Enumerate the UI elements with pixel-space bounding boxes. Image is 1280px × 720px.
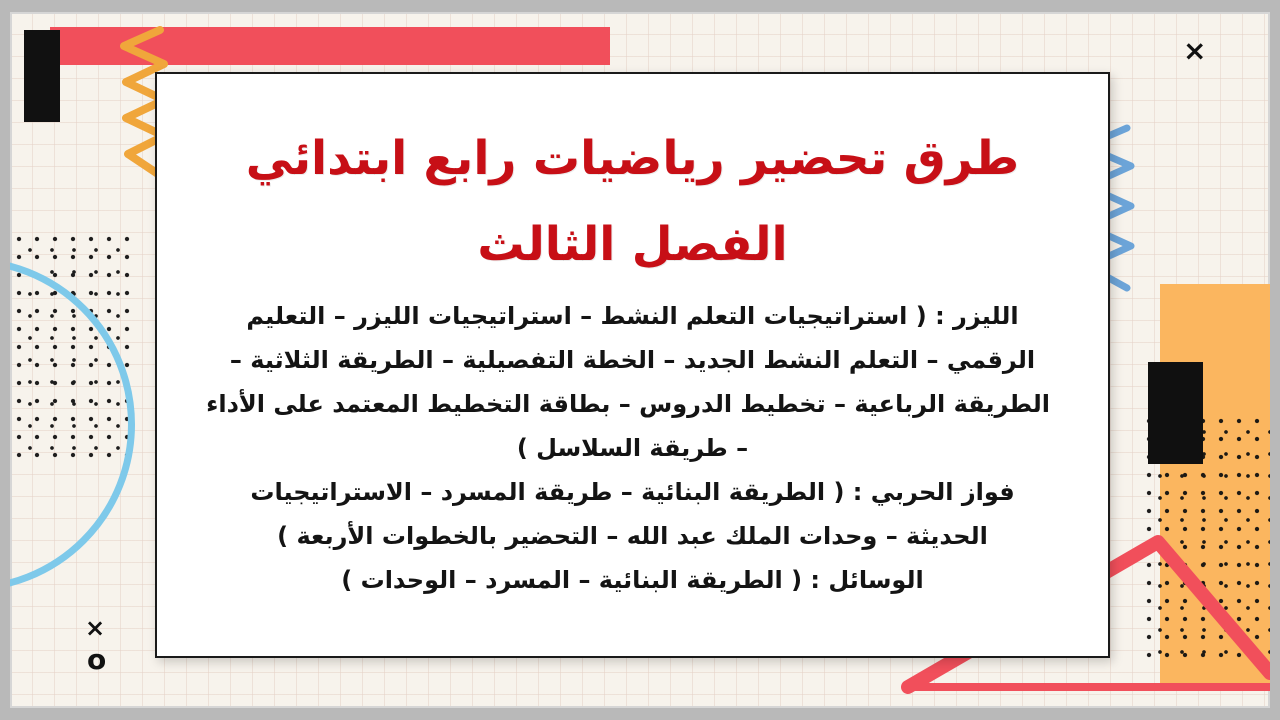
document-body bbox=[206, 294, 1050, 602]
decorative-x-bottom-left: × bbox=[85, 614, 106, 642]
document-body-line: الطريقة الرباعية – تخطيط الدروس – بطاقة التخطيط المعتمد على الأداء bbox=[206, 390, 1050, 418]
document-title-line: الفصل الثالث bbox=[477, 217, 788, 272]
document-body-line: فواز الحربي : ( الطريقة البنائية – طريقة المسرد – الاستراتيجيات bbox=[250, 478, 1015, 506]
decorative-o-bottom-left: o bbox=[87, 643, 107, 676]
document-body-line: الوسائل : ( الطريقة البنائية – المسرد – الوحدات ) bbox=[341, 566, 924, 594]
content-card bbox=[155, 72, 1110, 658]
document-body-line: الليزر : ( استراتيجيات التعلم النشط – استراتيجيات الليزر – التعليم bbox=[246, 302, 1019, 330]
document-title-line: طرق تحضير رياضيات رابع ابتدائي bbox=[245, 131, 1020, 186]
document-body-line: الحديثة – وحدات الملك عبد الله – التحضير بالخطوات الأربعة ) bbox=[277, 522, 988, 550]
decorative-black-bar-left bbox=[24, 30, 60, 122]
slide-frame bbox=[10, 12, 1270, 708]
decorative-x-top-right: × bbox=[1183, 34, 1207, 67]
document-body-line: – طريقة السلاسل ) bbox=[516, 434, 749, 462]
document-title bbox=[157, 116, 1108, 288]
document-body-line: الرقمي – التعلم النشط الجديد – الخطة التفصيلية – الطريقة الثلاثية – bbox=[229, 346, 1036, 374]
